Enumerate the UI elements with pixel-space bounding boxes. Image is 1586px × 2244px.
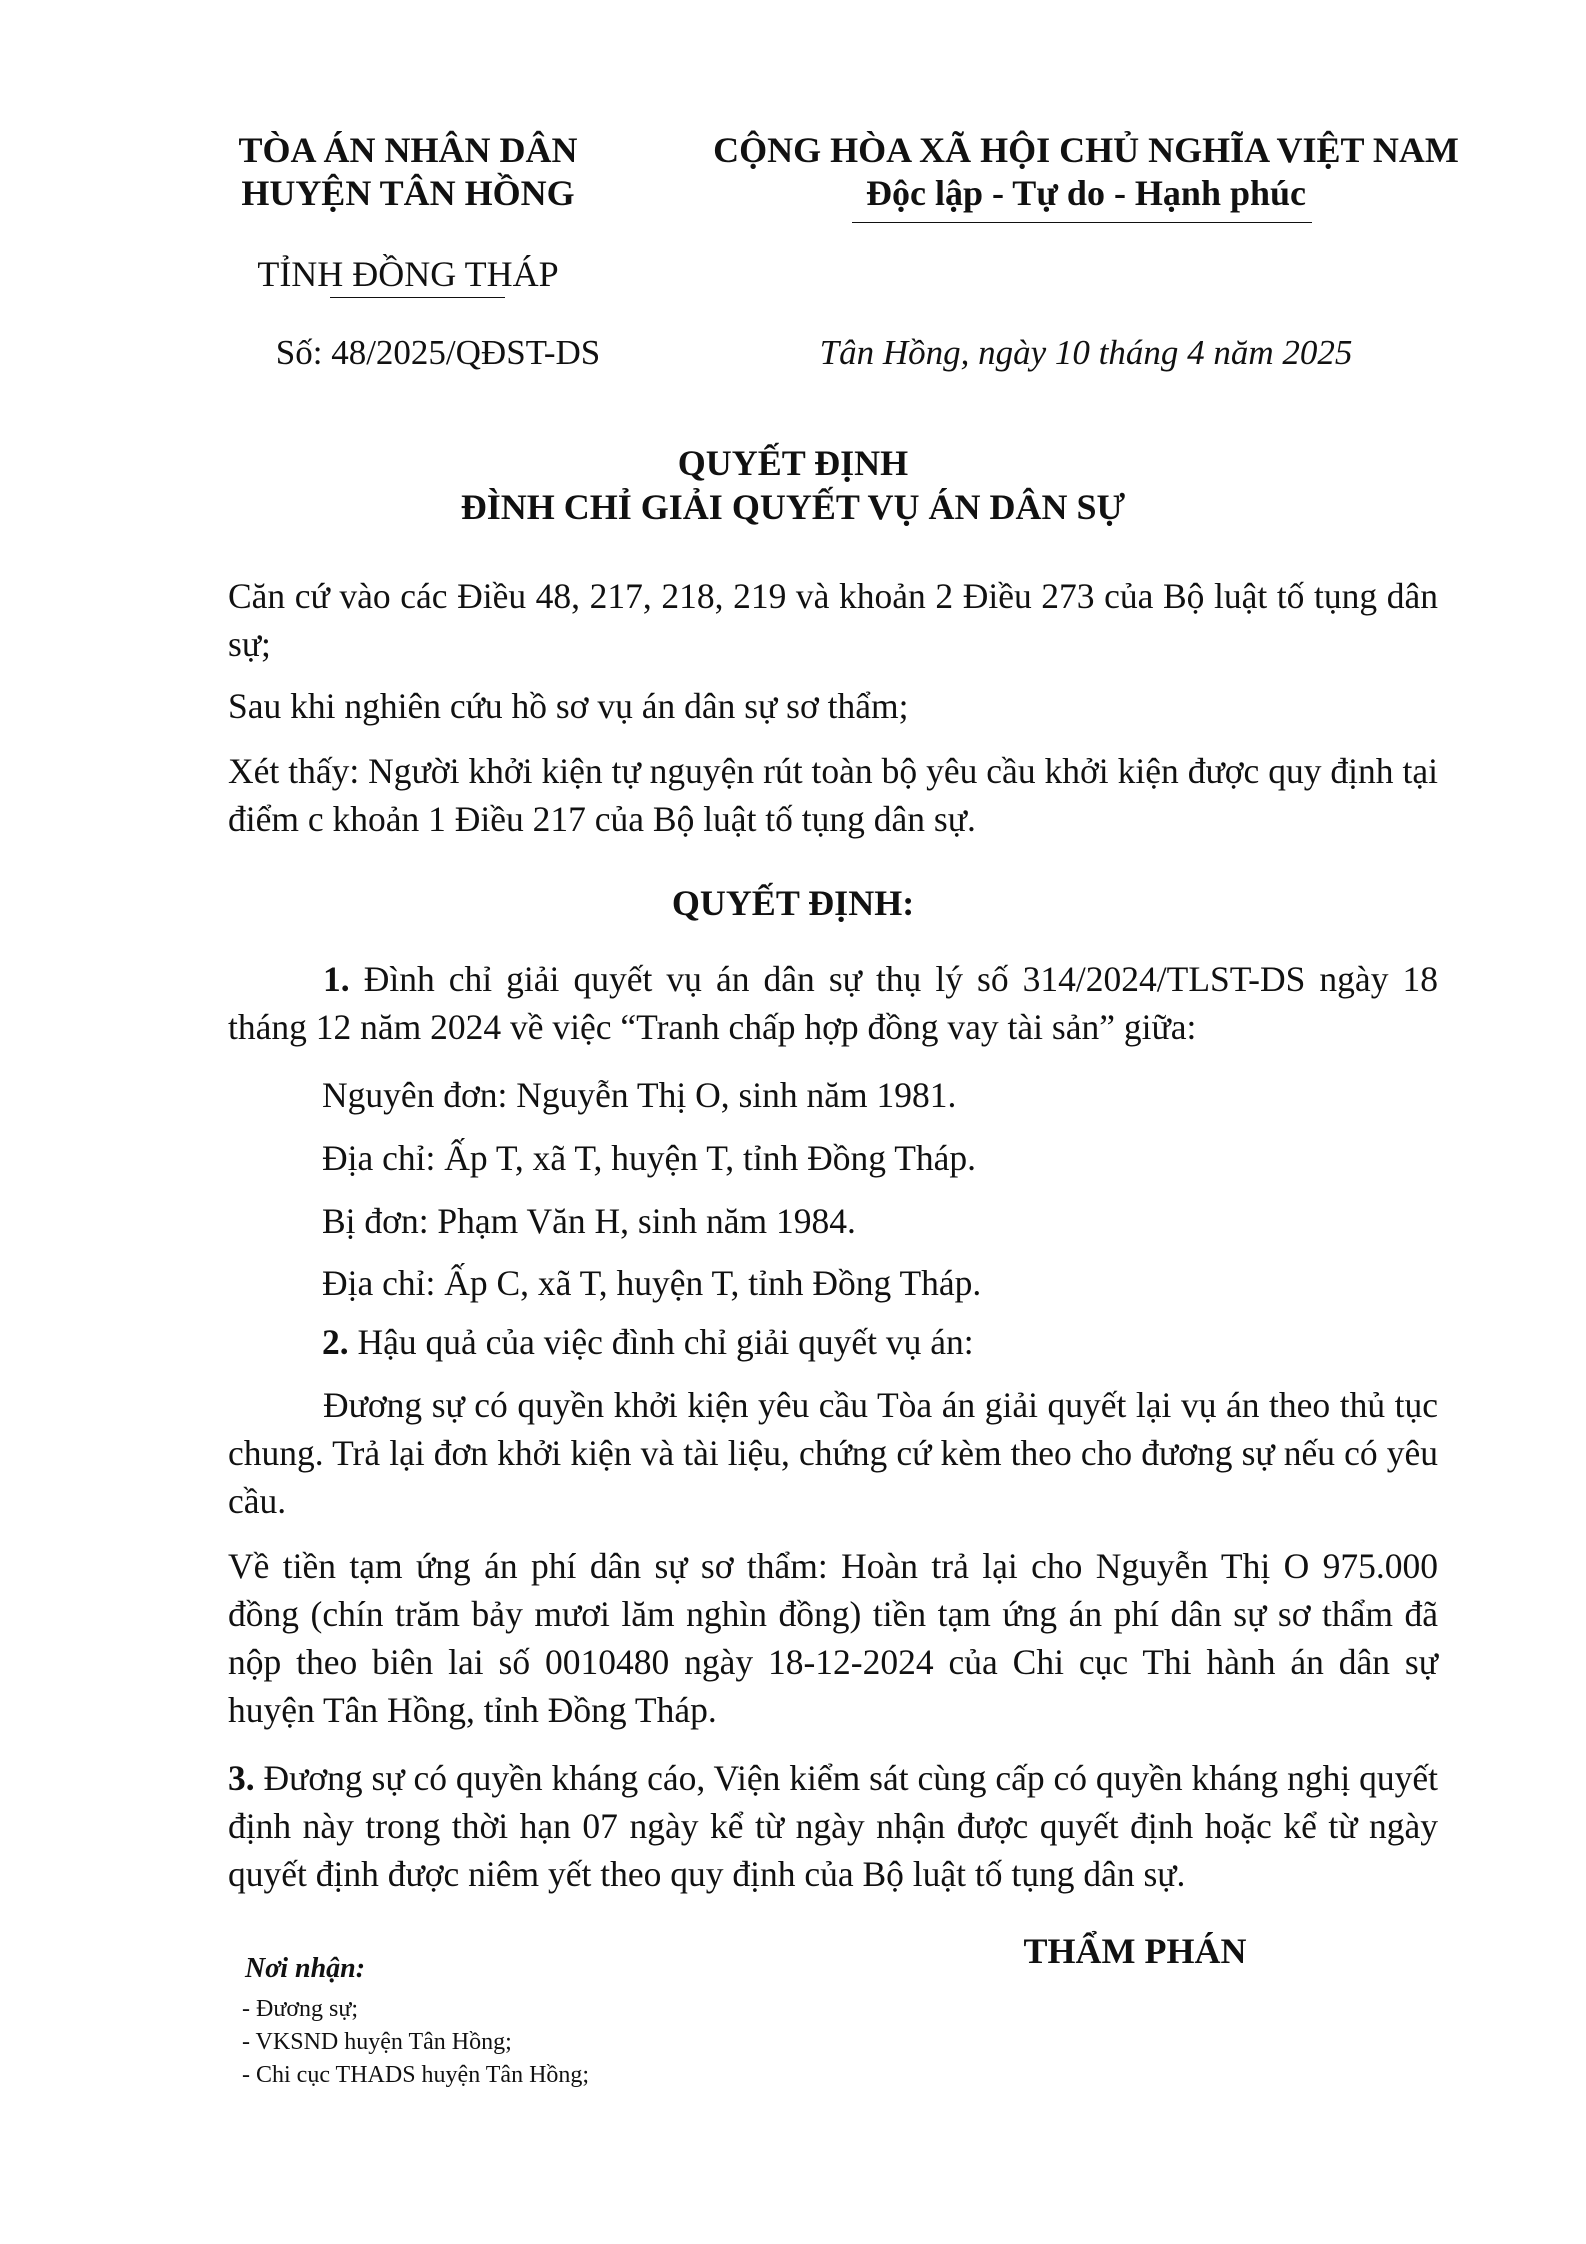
- recipients-title: Nơi nhận:: [245, 1953, 366, 1984]
- defendant: Bị đơn: Phạm Văn H, sinh năm 1984.: [322, 1201, 856, 1241]
- item-2: [322, 1318, 1432, 1366]
- recipient-3: - Chi cục THADS huyện Tân Hồng;: [242, 2062, 590, 2088]
- item-2-number: 2.: [322, 1322, 349, 1362]
- decision-number: Số: 48/2025/QĐST-DS: [275, 333, 601, 372]
- plaintiff: Nguyên đơn: Nguyễn Thị O, sinh năm 1981.: [322, 1075, 957, 1115]
- item-2-text: Hậu quả của việc đình chỉ giải quyết vụ án:: [357, 1322, 974, 1362]
- court-name-line1: TÒA ÁN NHÂN DÂN: [238, 130, 578, 170]
- item-1: [228, 955, 1438, 1051]
- court-name-line2: HUYỆN TÂN HỒNG: [241, 173, 575, 213]
- title-line2: ĐÌNH CHỈ GIẢI QUYẾT VỤ ÁN DÂN SỰ: [460, 487, 1126, 527]
- item-3: [228, 1754, 1438, 1898]
- court-underline: [330, 297, 505, 298]
- motto-underline: [852, 222, 1312, 223]
- court-name-line3: TỈNH ĐỒNG THÁP: [257, 254, 559, 294]
- fee-refund: Về tiền tạm ứng án phí dân sự sơ thẩm: Hoàn trả lại cho Nguyễn Thị O 975.000 đồng (chín trăm bảy mươi lăm nghìn đồng) tiền tạm ứng án phí dân sự sơ thẩm đã nộp theo biên lai số 0010480 ngày 18-12-2024 của Chi cục Thi hành án dân sự huyện Tân Hồng, tỉnh Đồng Tháp.: [228, 1546, 1438, 1730]
- signer-title: THẨM PHÁN: [1023, 1931, 1247, 1971]
- decision-heading: QUYẾT ĐỊNH:: [671, 883, 915, 923]
- considering-statement: Xét thấy: Người khởi kiện tự nguyện rút toàn bộ yêu cầu khởi kiện được quy định tại điểm c khoản 1 Điều 217 của Bộ luật tố tụng dân sự.: [228, 751, 1438, 839]
- item-3-number: 3.: [228, 1758, 255, 1798]
- item-1-text: Đình chỉ giải quyết vụ án dân sự thụ lý số 314/2024/TLST-DS ngày 18 tháng 12 năm 2024 về việc “Tranh chấp hợp đồng vay tài sản” giữa:: [228, 959, 1438, 1047]
- item-3-text: Đương sự có quyền kháng cáo, Viện kiểm sát cùng cấp có quyền kháng nghị quyết định này trong thời hạn 07 ngày kể từ ngày nhận được quyết định hoặc kể từ ngày quyết định được niêm yết theo quy định của Bộ luật tố tụng dân sự.: [228, 1758, 1439, 1894]
- defendant-address: Địa chỉ: Ấp C, xã T, huyện T, tỉnh Đồng Tháp.: [322, 1263, 982, 1303]
- recipient-2: - VKSND huyện Tân Hồng;: [242, 2029, 512, 2055]
- item-2-body: Đương sự có quyền khởi kiện yêu cầu Tòa án giải quyết lại vụ án theo thủ tục chung. Trả lại đơn khởi kiện và tài liệu, chứng cứ kèm theo cho đương sự nếu có yêu cầu.: [228, 1385, 1438, 1521]
- legal-basis: Căn cứ vào các Điều 48, 217, 218, 219 và khoản 2 Điều 273 của Bộ luật tố tụng dân sự;: [228, 576, 1438, 664]
- study-statement: Sau khi nghiên cứu hồ sơ vụ án dân sự sơ thẩm;: [228, 686, 909, 726]
- title-line1: QUYẾT ĐỊNH: [677, 443, 909, 483]
- motto: Độc lập - Tự do - Hạnh phúc: [865, 173, 1307, 213]
- item-1-number: 1.: [323, 959, 350, 999]
- plaintiff-address: Địa chỉ: Ấp T, xã T, huyện T, tỉnh Đồng Tháp.: [322, 1138, 977, 1178]
- country-name: CỘNG HÒA XÃ HỘI CHỦ NGHĨA VIỆT NAM: [713, 130, 1459, 170]
- recipient-1: - Đương sự;: [242, 1996, 359, 2022]
- place-date: Tân Hồng, ngày 10 tháng 4 năm 2025: [819, 333, 1353, 372]
